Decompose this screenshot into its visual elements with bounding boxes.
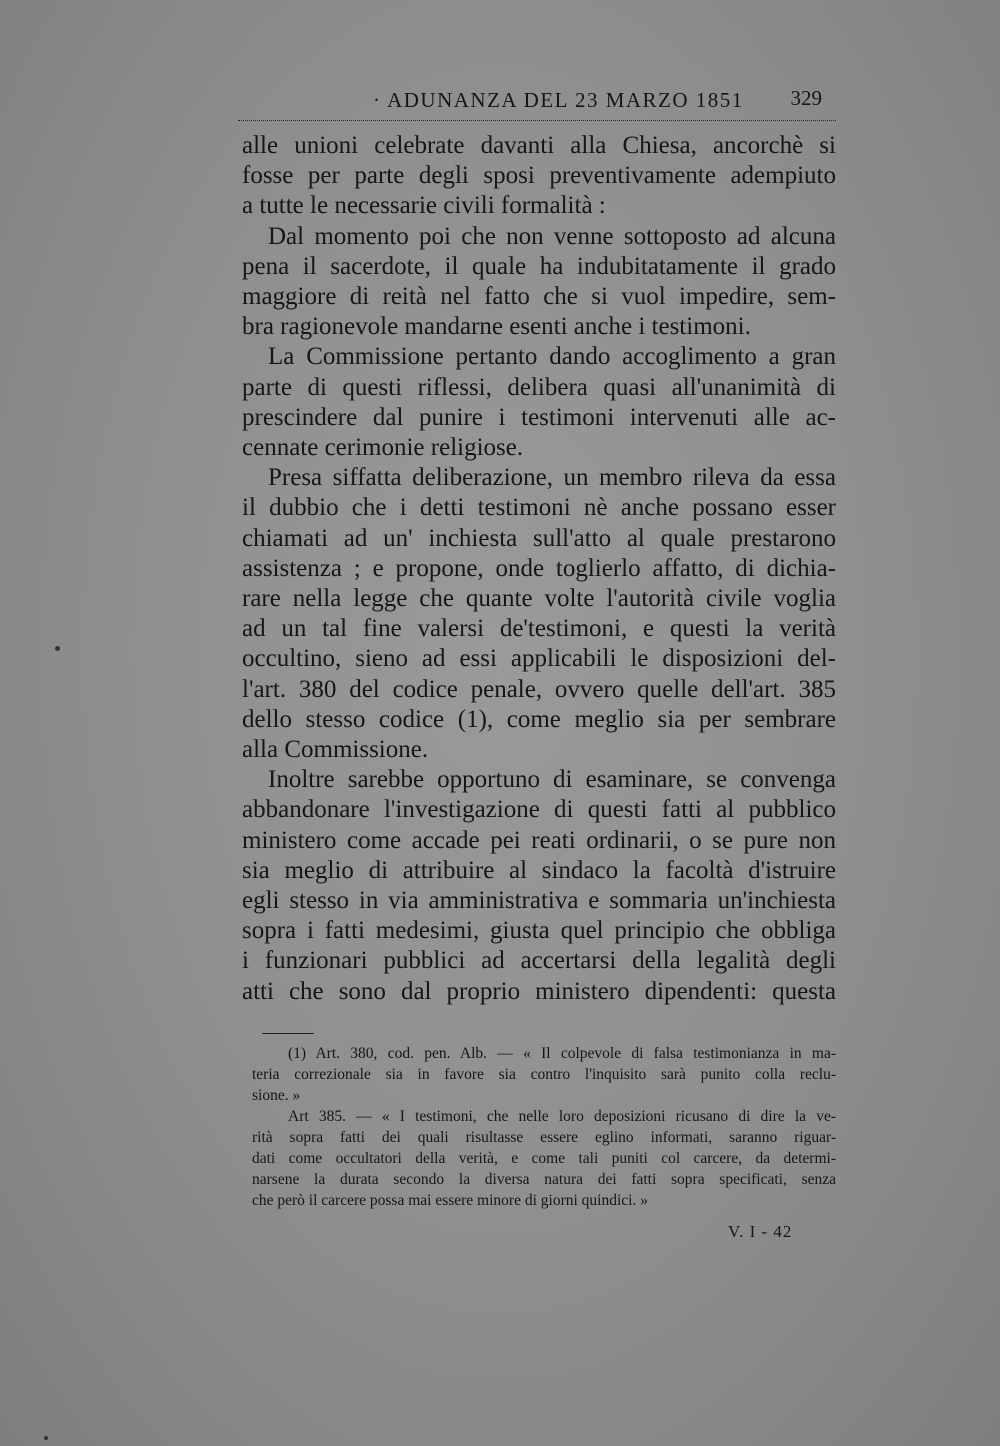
footnotes <box>252 1043 836 1211</box>
footnote-line: che però il carcere possa mai essere minore di giorni quindici. » <box>252 1192 648 1209</box>
text-line: il dubbio che i detti testimoni nè anche possano esser <box>242 494 836 522</box>
signature-mark: V. I - 42 <box>728 1222 793 1241</box>
text-line: atti che sono dal proprio ministero dipendenti: questa <box>242 977 836 1005</box>
footnote-line: rità sopra fatti dei quali risultasse essere eglino informati, saranno riguar- <box>252 1129 836 1146</box>
text-line: ministero come accade pei reati ordinarii, o se pure non <box>242 826 836 854</box>
text-line: dello stesso codice (1), come meglio sia per sembrare <box>242 705 836 733</box>
footnote-rule <box>262 1033 314 1034</box>
running-head: · ADUNANZA DEL 23 MARZO 1851 <box>373 88 744 112</box>
text-line: Inoltre sarebbe opportuno di esaminare, se convenga <box>268 766 836 794</box>
text-line: bra ragionevole mandarne esenti anche i testimoni. <box>242 313 751 341</box>
text-line: parte di questi riflessi, delibera quasi all'unanimità di <box>242 373 836 401</box>
footnote-line: sione. » <box>252 1087 301 1104</box>
text-line: l'art. 380 del codice penale, ovvero quelle dell'art. 385 <box>242 675 836 703</box>
footnote-line: narsene la durata secondo la diversa natura dei fatti sopra specificati, senza <box>252 1171 836 1188</box>
text-line: occultino, sieno ad essi applicabili le disposizioni del- <box>242 645 836 673</box>
text-line: chiamati ad un' inchiesta sull'atto al quale prestarono <box>242 524 836 552</box>
text-line: Dal momento poi che non venne sottoposto ad alcuna <box>268 222 836 250</box>
text-line: fosse per parte degli sposi preventivamente adempiuto <box>242 162 836 190</box>
footnote-line: Art 385. — « I testimoni, che nelle loro deposizioni ricusano di dire la ve- <box>288 1108 836 1125</box>
ink-speck <box>55 646 60 651</box>
text-line: egli stesso in via amministrativa e sommaria un'inchiesta <box>242 887 836 915</box>
footnote-line: (1) Art. 380, cod. pen. Alb. — « Il colpevole di falsa testimonianza in ma- <box>288 1045 836 1062</box>
text-line: i funzionari pubblici ad accertarsi della legalità degli <box>242 947 836 975</box>
text-line: rare nella legge che quante volte l'autorità civile voglia <box>242 585 836 613</box>
footnote-line: dati come occultatori della verità, e come tali puniti col carcere, da determi- <box>252 1150 836 1167</box>
text-line: pena il sacerdote, il quale ha indubitatamente il grado <box>242 252 836 280</box>
page-header <box>238 80 836 121</box>
text-line: ad un tal fine valersi de'testimoni, e questi la verità <box>242 615 836 643</box>
text-line: maggiore di reità nel fatto che si vuol impedire, sem- <box>242 283 836 311</box>
footnote-line: teria correzionale sia in favore sia contro l'inquisito sarà punito colla reclu- <box>252 1066 836 1083</box>
text-line: a tutte le necessarie civili formalità : <box>242 192 606 220</box>
ink-speck <box>44 1436 48 1440</box>
text-line: abbandonare l'investigazione di questi fatti al pubblico <box>242 796 836 824</box>
text-line: Presa siffatta deliberazione, un membro rileva da essa <box>268 464 836 492</box>
text-line: sia meglio di attribuire al sindaco la facoltà d'istruire <box>242 856 836 884</box>
text-line: alla Commissione. <box>242 736 429 764</box>
text-line: assistenza ; e propone, onde toglierlo affatto, di dichia- <box>242 554 836 582</box>
body-text <box>242 131 836 1007</box>
text-line: prescindere dal punire i testimoni intervenuti alle ac- <box>242 403 836 431</box>
text-line: alle unioni celebrate davanti alla Chiesa, ancorchè si <box>242 132 836 159</box>
text-line: sopra i fatti medesimi, giusta quel principio che obbliga <box>242 917 836 945</box>
page-number: 329 <box>790 86 822 110</box>
text-line: La Commissione pertanto dando accoglimento a gran <box>268 343 836 371</box>
text-line: cennate cerimonie religiose. <box>242 434 524 462</box>
